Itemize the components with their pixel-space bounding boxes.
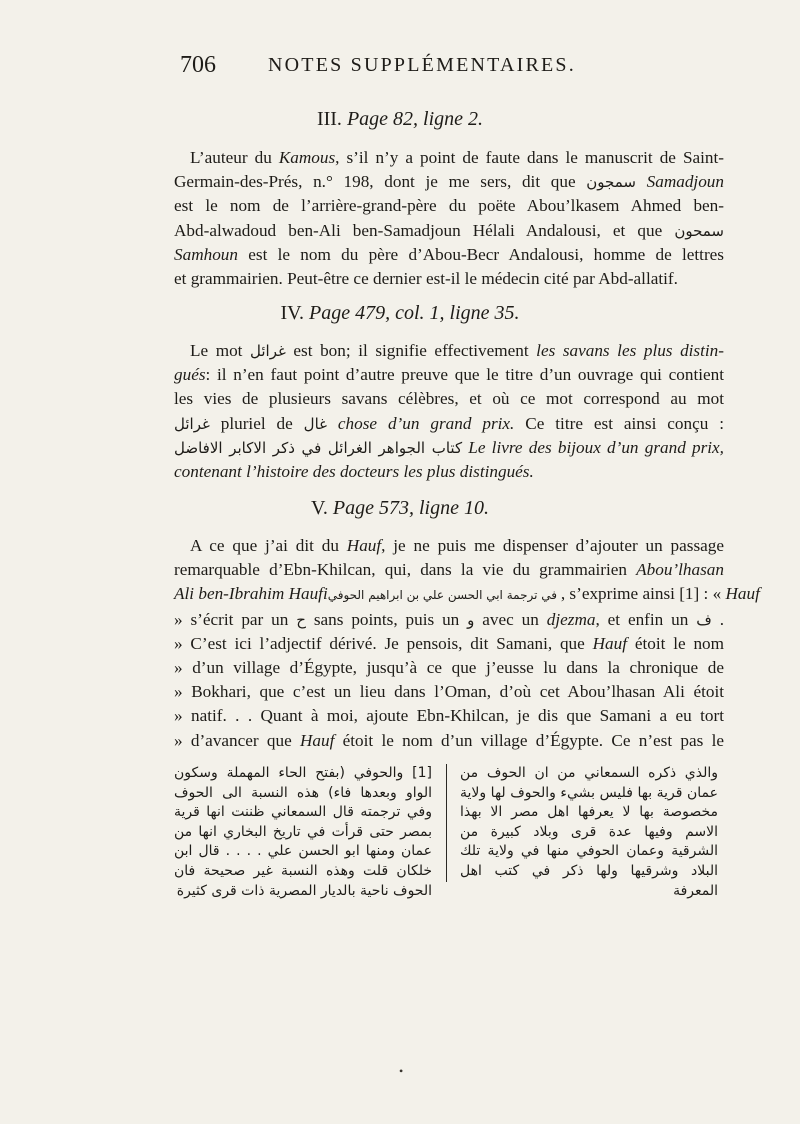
text-line: remarquable d’Ebn-Khilcan, qui, dans la vie du grammairien Abou’lhasan	[174, 560, 724, 580]
arabic-letter: و	[467, 610, 475, 629]
section-heading-5	[0, 497, 800, 520]
text-line: » Bokhari, que c’est un lieu dans l’Oman, d’où cet Abou’lhasan Ali étoit	[174, 682, 724, 702]
section-reference: Page 82, ligne 2.	[346, 108, 484, 130]
paragraph-section-3	[174, 146, 724, 291]
arabic-title: كتاب الجواهر الغرائل في ذكر الاكابر الافاضل	[174, 438, 463, 457]
text-line: » natif. . . Quant à moi, ajoute Ebn-Khilcan, je dis que Samani a eu tort	[174, 706, 724, 726]
text-line: Germain-des-Prés, n.° 198, dont je me sers, dit que سمجون Samadjoun	[174, 172, 724, 192]
text-line: et grammairien. Peut-être ce dernier est-il le médecin cité par Abd-allatif.	[174, 269, 678, 289]
arabic-word: سمحون	[674, 221, 724, 240]
text-line: A ce que j’ai dit du Hauf, je ne puis me dispenser d’ajouter un passage	[190, 536, 724, 555]
paragraph-section-5	[174, 534, 760, 753]
text-line: Abd-alwadoud ben-Ali ben-Samadjoun Hélali Andalousi, et que سمحون	[174, 220, 724, 240]
arabic-word: غال	[303, 414, 327, 433]
footnote-column-right: والذي ذكره السمعاني من ان الحوف من عمان قرية بها فليس بشيء والحوف لها ولاية مخصوصة بها لا يعرفها اهل مصر الا بهذا الاسم وفيها عدة قرى وبلاد كبيرة من الشرقية وعمان الحوفي منها في ولاية تلك البلاد وشرقيها ولها ذكر في كتب اهل المعرفة	[460, 765, 718, 899]
section-reference: Page 573, ligne 10.	[332, 497, 489, 519]
page-number: 706	[180, 52, 216, 78]
arabic-letter: ف	[696, 610, 712, 629]
text-line: » d’un village d’Égypte, jusqu’à ce que j’eusse lu dans la chronique de	[174, 658, 724, 678]
text-line: » C’est ici l’adjectif dérivé. Je pensois, dit Samani, que Hauf étoit le nom	[174, 633, 725, 653]
text-line: غرائل pluriel de غال chose d’un grand prix. Ce titre est ainsi conçu :	[174, 413, 725, 433]
text-line: Le mot غرائل est bon; il signifie effectivement les savans les plus distin-	[190, 341, 724, 360]
section-numeral: III.	[316, 108, 342, 130]
section-numeral: V.	[311, 497, 328, 519]
text-line: est le nom de l’arrière-grand-père du poëte Abou’lkasem Ahmed ben-	[174, 196, 724, 216]
section-heading-3	[0, 108, 800, 131]
text-line: gués: il n’en faut point d’autre preuve que le titre d’un ouvrage qui contient	[174, 365, 724, 385]
arabic-word: غرائل	[250, 342, 286, 360]
text-line: » d’avancer que Hauf étoit le nom d’un village d’Égypte. Ce n’est pas le	[174, 730, 724, 750]
paragraph-section-4	[174, 339, 724, 484]
text-line: Samhoun est le nom du père d’Abou-Becr Andalousi, homme de lettres	[174, 244, 724, 264]
footnotes	[174, 764, 724, 899]
column-divider	[446, 764, 447, 882]
text-line: contenant l’histoire des docteurs les plus distingués.	[174, 462, 534, 482]
arabic-word: سمجون	[586, 173, 636, 192]
text-line: » s’écrit par un ح sans points, puis un و avec un djezma, et enfin un ف .	[174, 609, 725, 629]
running-title: NOTES SUPPLÉMENTAIRES.	[268, 54, 576, 76]
text-line: Ali ben-Ibrahim Haufi في ترجمة ابي الحسن علي بن ابراهيم الحوفي, s’exprime ainsi [1] : « Hauf	[174, 584, 760, 604]
text-line: كتاب الجواهر الغرائل في ذكر الاكابر الافاضل Le livre des bijoux d’un grand prix,	[174, 437, 724, 457]
section-numeral: IV.	[280, 302, 304, 324]
page-header	[180, 52, 740, 92]
text-line: L’auteur du Kamous, s’il n’y a point de faute dans le manuscrit de Saint-	[190, 148, 724, 167]
footnote-column-left: [1] والحوفي (بفتح الحاء المهملة وسكون الواو وبعدها فاء) هذه النسبة الى الحوف وفي ترجمته قال السمعاني ظننت انها قرية بمصر حتى قرأت في تاريخ البخاري انها من عمان ومنها ابو الحسن علي . . . . قال ابن خلكان قلت وهذه النسبة غير صحيحة فان الحوف ناحية بالديار المصرية ذات قرى كثيرة	[174, 765, 432, 899]
arabic-phrase: في ترجمة ابي الحسن علي بن ابراهيم الحوفي	[327, 588, 561, 603]
text-line: les vies de plusieurs savans célèbres, et où ce mot correspond au mot	[174, 389, 724, 409]
arabic-word: غرائل	[174, 414, 210, 433]
section-reference: Page 479, col. 1, ligne 35.	[309, 302, 520, 324]
section-heading-4	[0, 302, 800, 325]
printer-mark: •	[399, 1064, 404, 1078]
arabic-letter: ح	[296, 610, 306, 629]
